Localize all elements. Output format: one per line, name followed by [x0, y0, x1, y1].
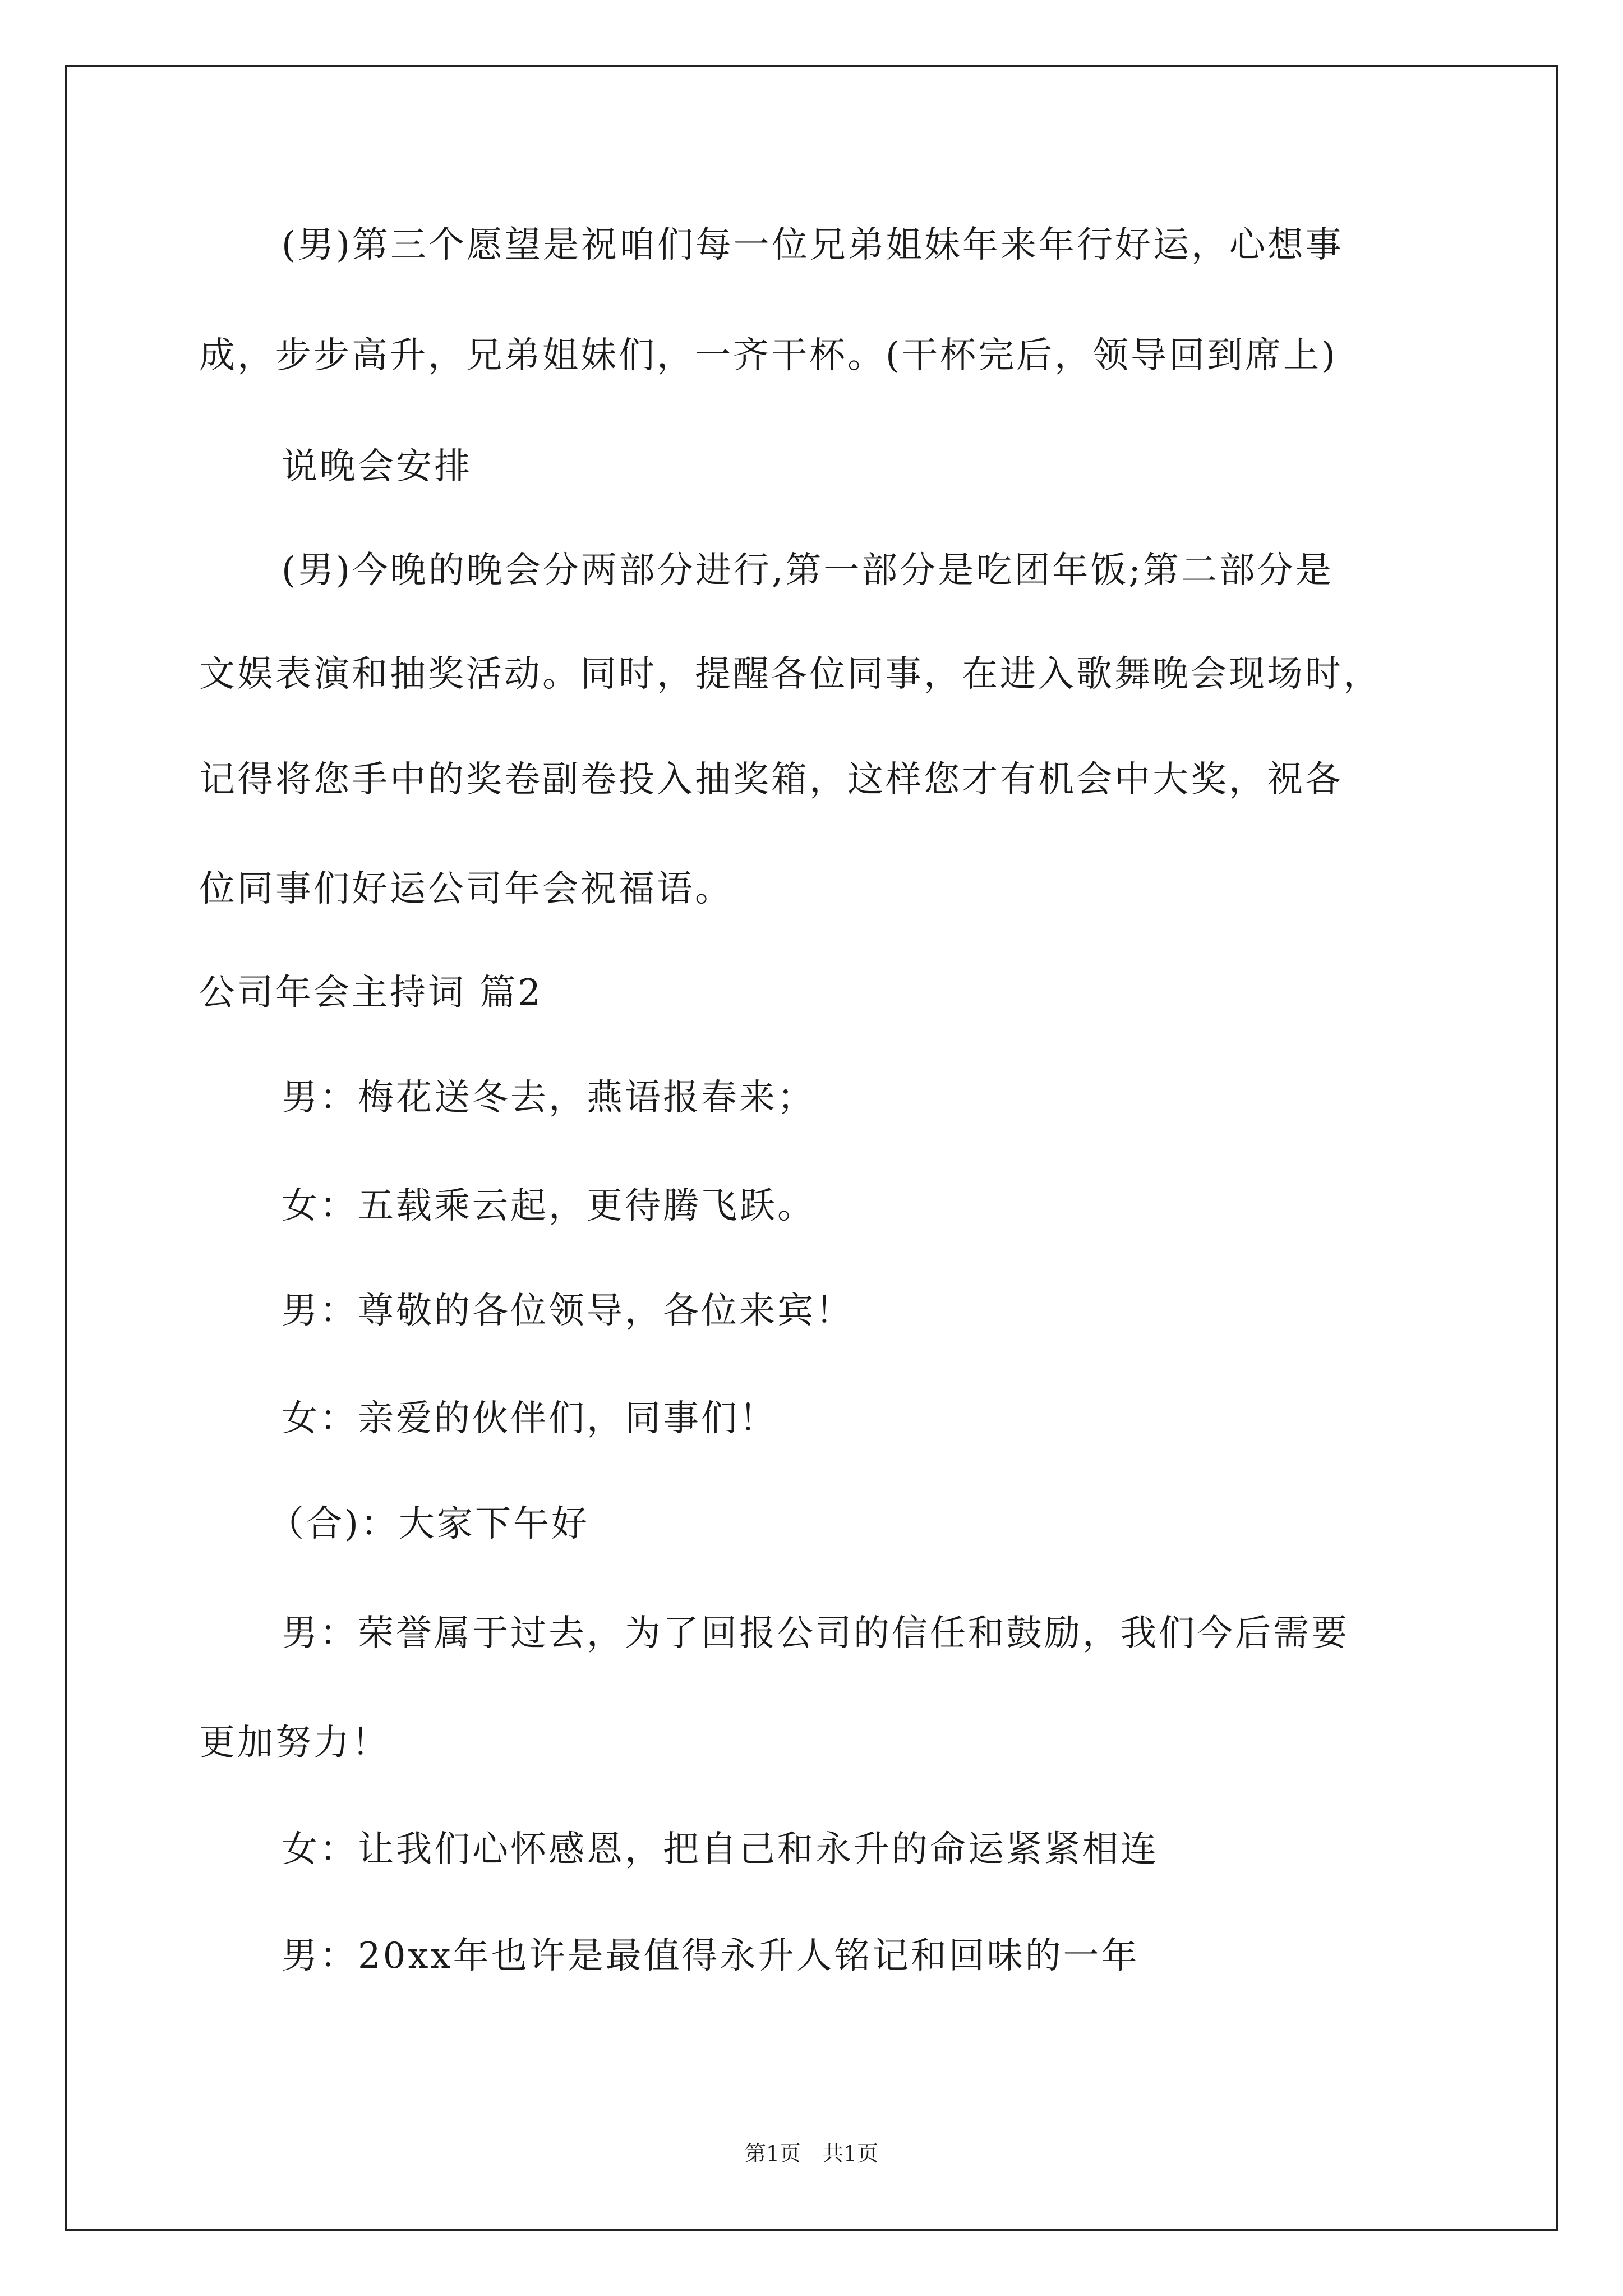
paragraph-line: 记得将您手中的奖卷副卷投入抽奖箱，这样您才有机会中大奖，祝各	[199, 759, 1343, 800]
chapter-title: 公司年会主持词 篇2	[199, 972, 543, 1014]
dialogue-line: 女：亲爱的伙伴们，同事们！	[282, 1398, 777, 1439]
page-number: 第1页 共1页	[744, 2141, 879, 2166]
section-heading: 说晚会安排	[282, 446, 472, 487]
dialogue-line: （合)：大家下午好	[268, 1503, 589, 1545]
dialogue-line: 男：尊敬的各位领导，各位来宾！	[282, 1290, 854, 1332]
paragraph-line: 文娱表演和抽奖活动。同时，提醒各位同事，在进入歌舞晚会现场时，	[199, 654, 1381, 695]
paragraph-line: (男)今晚的晚会分两部分进行,第一部分是吃团年饭;第二部分是	[282, 550, 1334, 591]
dialogue-line: 男：梅花送冬去，燕语报春来；	[282, 1077, 815, 1119]
paragraph-line: (男)第三个愿望是祝咱们每一位兄弟姐妹年来年行好运，心想事	[282, 224, 1344, 266]
dialogue-line: 男：荣誉属于过去，为了回报公司的信任和鼓励，我们今后需要	[282, 1613, 1349, 1654]
dialogue-line: 男：20xx年也许是最值得永升人铭记和回味的一年	[282, 1935, 1140, 1977]
dialogue-line: 女：让我们心怀感恩，把自己和永升的命运紧紧相连	[282, 1829, 1159, 1870]
paragraph-line: 成，步步高升，兄弟姐妹们，一齐干杯。(干杯完后，领导回到席上)	[199, 335, 1338, 376]
paragraph-line: 位同事们好运公司年会祝福语。	[199, 868, 733, 910]
dialogue-line: 女：五载乘云起，更待腾飞跃。	[282, 1185, 815, 1227]
page-border	[65, 65, 1558, 2231]
dialogue-line: 更加努力！	[199, 1722, 390, 1764]
